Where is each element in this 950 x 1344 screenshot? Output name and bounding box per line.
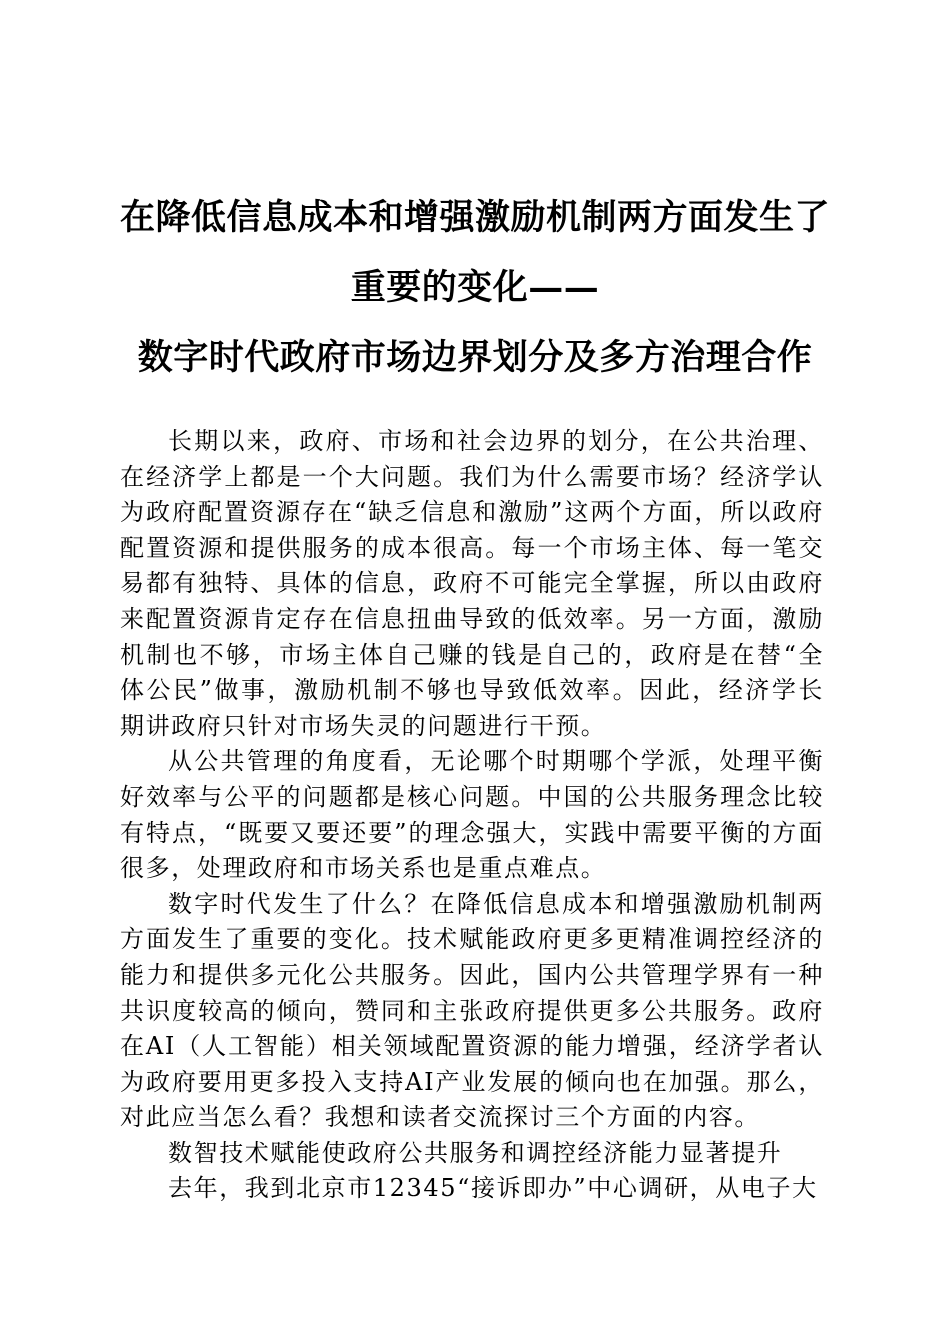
title-line-2: 重要的变化—— [350,267,600,308]
paragraph-4: 去年，我到北京市12345“接诉即办”中心调研，从电子大 [168,1174,818,1203]
section-heading: 数智技术赋能使政府公共服务和调控经济能力显著提升 [168,1138,783,1167]
title-line-1: 在降低信息成本和增强激励机制两方面发生了 [119,197,830,238]
paragraph-3: 数字时代发生了什么？在降低信息成本和增强激励机制两方面发生了重要的变化。技术赋能政府更多更精准调控经济的能力和提供多元化公共服务。因此，国内公共管理学界有一种共识度较高的倾向，赞同和主张政府提供更多公共服务。政府在AI（人工智能）相关领域配置资源的能力增强，经济学者认为政府要用更多投入支持AI产业发展的倾向也在加强。那么，对此应当怎么看？我想和读者交流探讨三个方面的内容。 [120,889,824,1132]
article-body [120,424,824,1207]
paragraph-1: 长期以来，政府、市场和社会边界的划分，在公共治理、在经济学上都是一个大问题。我们为什么需要市场？经济学认为政府配置资源存在“缺乏信息和激励”这两个方面，所以政府配置资源和提供服务的成本很高。每一个市场主体、每一笔交易都有独特、具体的信息，政府不可能完全掌握，所以由政府来配置资源肯定存在信息扭曲导致的低效率。另一方面，激励机制也不够，市场主体自己赚的钱是自己的，政府是在替“全体公民”做事，激励机制不够也导致低效率。因此，经济学长期讲政府只针对市场失灵的问题进行干预。 [120,427,824,740]
paragraph-2: 从公共管理的角度看，无论哪个时期哪个学派，处理平衡好效率与公平的问题都是核心问题。中国的公共服务理念比较有特点，“既要又要还要”的理念强大，实践中需要平衡的方面很多，处理政府和市场关系也是重点难点。 [120,747,824,883]
subtitle: 数字时代政府市场边界划分及多方治理合作 [137,337,813,378]
